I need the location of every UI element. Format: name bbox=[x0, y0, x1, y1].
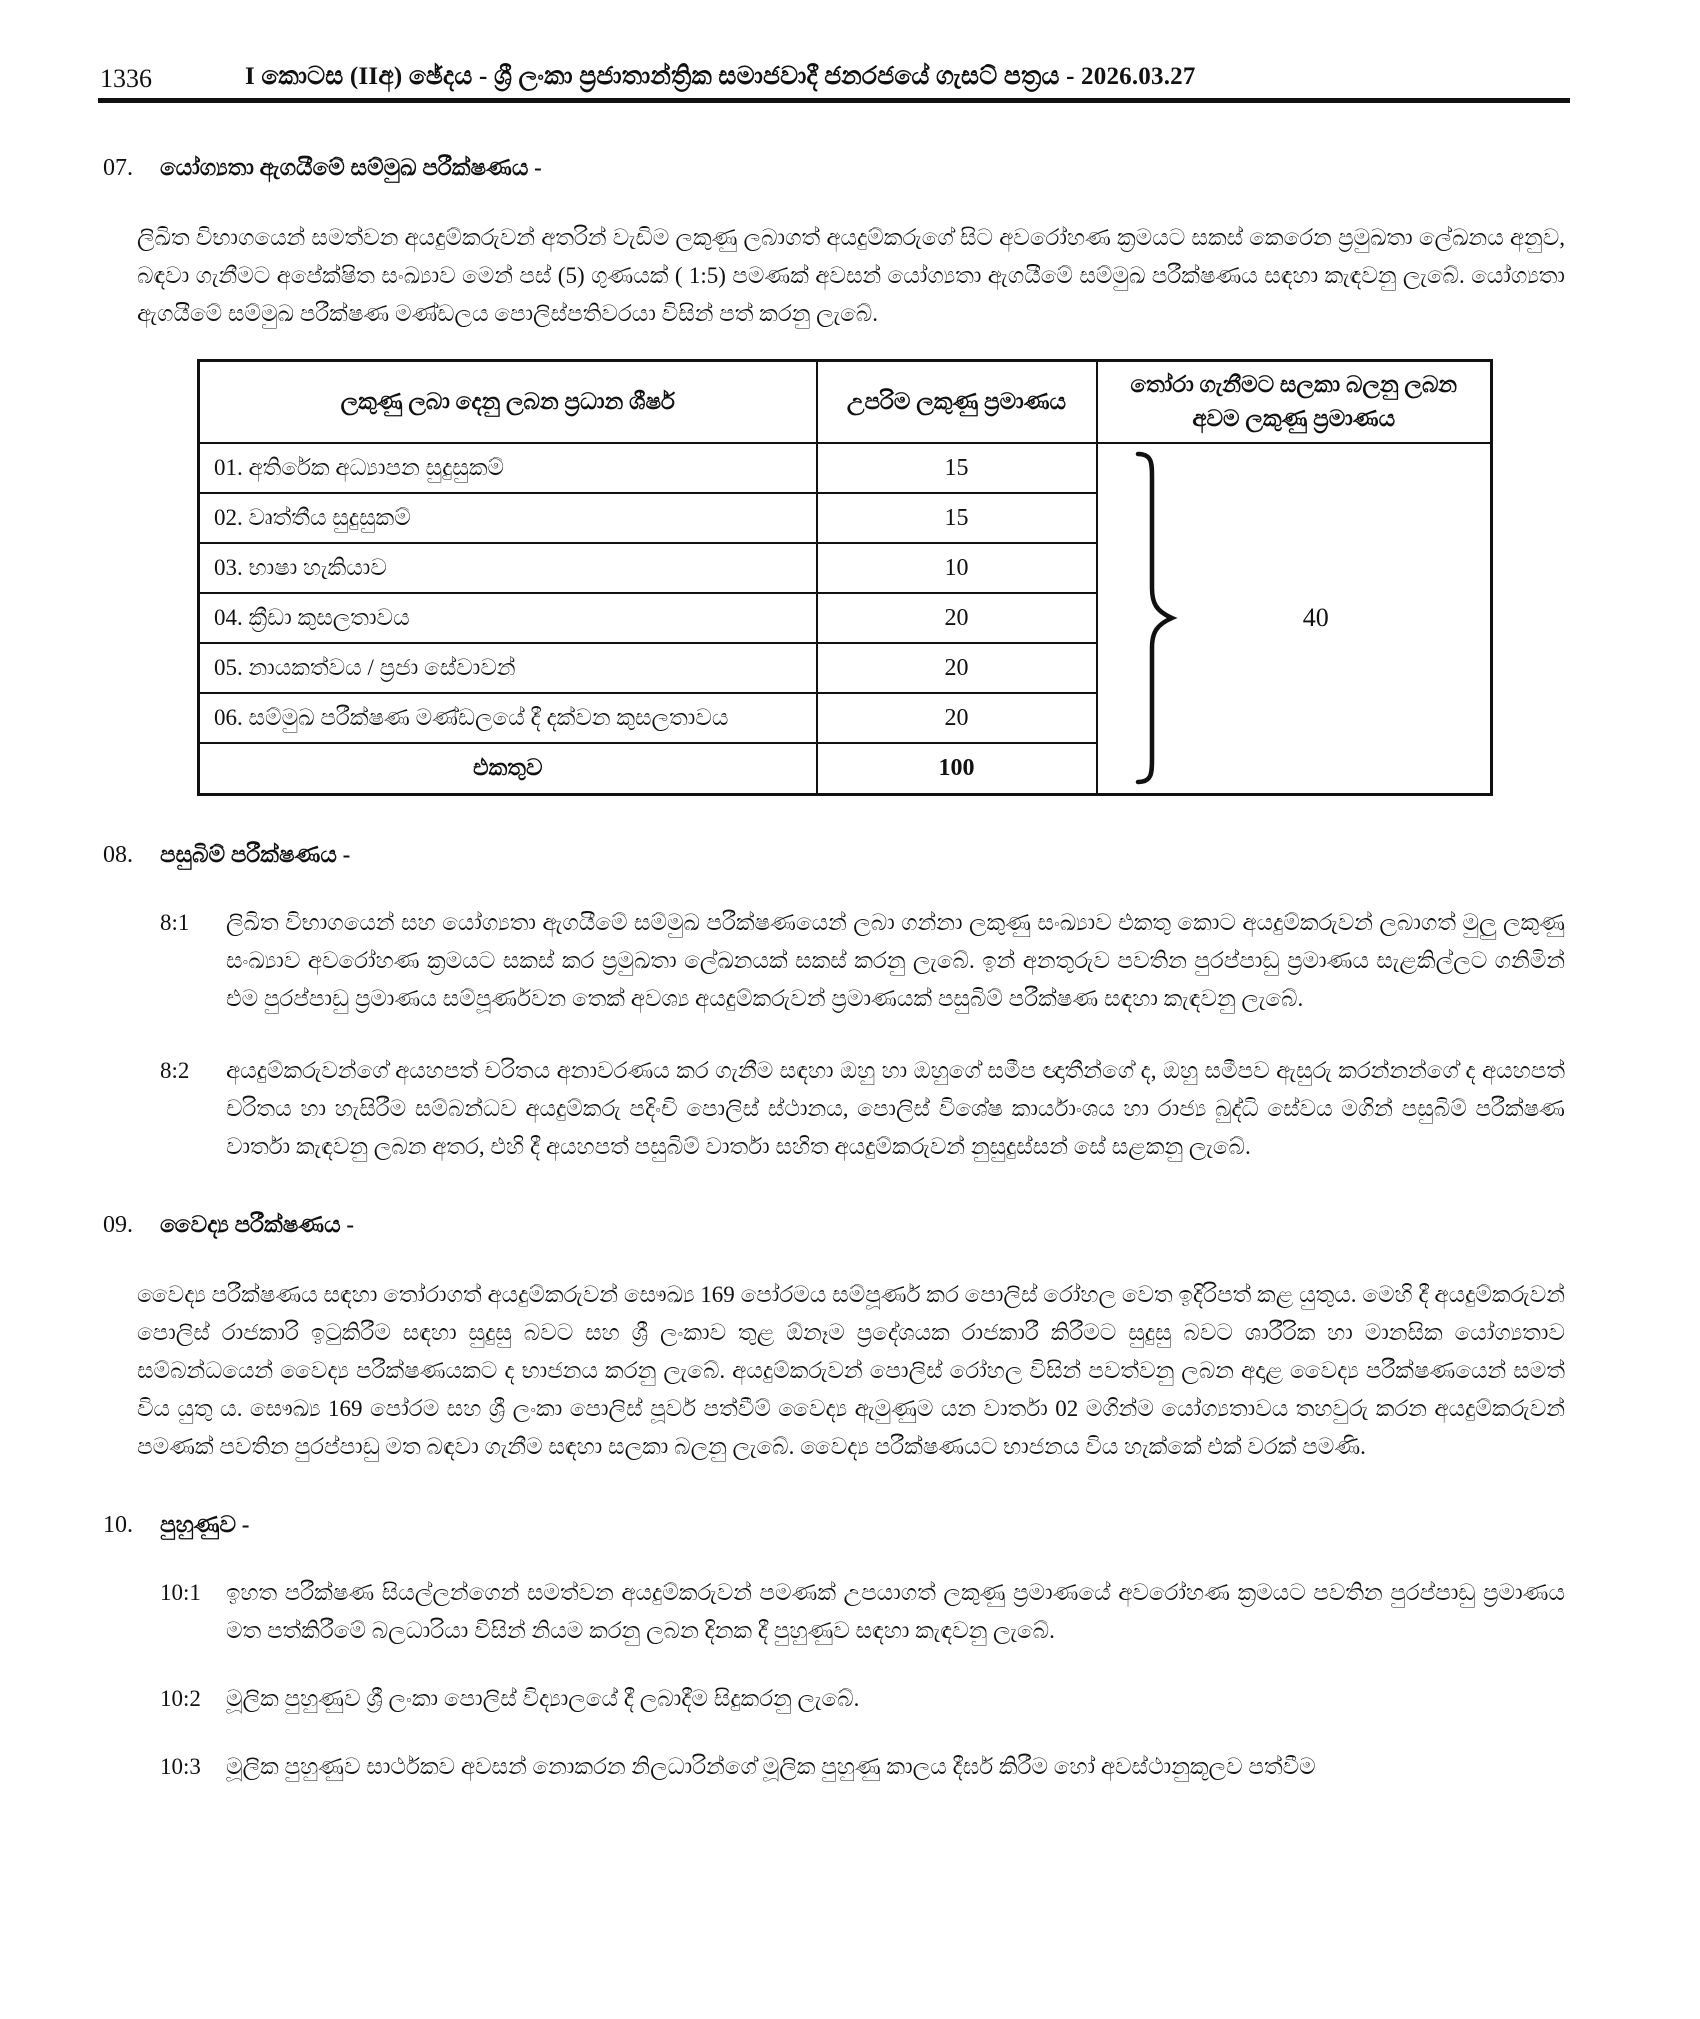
table-header-row bbox=[199, 361, 1492, 443]
marks-table-wrapper bbox=[197, 359, 1700, 796]
sub-item-number: 8:2 bbox=[160, 1058, 190, 1083]
row-label: 05. නායකත්වය / ප්‍රජා සේවාවන් bbox=[199, 643, 817, 693]
sub-item-10-1 bbox=[160, 1574, 1565, 1650]
row-max-marks: 15 bbox=[817, 443, 1097, 493]
col-header-min-marks: තෝරා ගැනීමට සලකා බලනු ලබන අවම ලකුණු ප්‍රමාණය bbox=[1097, 361, 1492, 443]
row-max-marks: 10 bbox=[817, 543, 1097, 593]
gazette-header-title: I කොටස (IIඅ) ඡේදය - ශ්‍රී ලංකා ප්‍රජාතාන්ත්‍රික සමාජවාදී ජනරජයේ ගැසට් පත්‍රය - 2026.03.27 bbox=[245, 63, 1196, 90]
section-09-paragraph: වෛද්‍ය පරීක්ෂණය සඳහා තෝරාගත් අයදුම්කරුවන් සෞඛ්‍ය 169 පෝරමය සම්පූර්ණ කර පොලිස් රෝහල වෙත ඉදිරිපත් කළ යුතුය. මෙහි දී අයදුම්කරුවන් පොලිස් රාජකාරි ඉටුකිරීම සඳහා සුදුසු බවට සහ ශ්‍රී ලංකාව තුළ ඕනෑම ප්‍රදේශයක රාජකාරී කිරීමට සුදුසු බවට ශාරීරික හා මානසික යෝග්‍යතාව සම්බන්ධයෙන් වෛද්‍ය පරීක්ෂණයකට ද භාජනය කරනු ලැබේ. අයදුම්කරුවන් පොලිස් රෝහල විසින් පවත්වනු ලබන අදාළ වෛද්‍ය පරීක්ෂණයෙන් සමත් විය යුතු ය. සෞඛ්‍ය 169 පෝරම සහ ශ්‍රී ලංකා පොලිස් පූර්ව පත්වීම් වෛද්‍ය ඇමුණුම යන වාර්තා 02 මගින්ම යෝග්‍යතාවය තහවුරු කරන අයදුම්කරුවන් පමණක් පවතින පුරප්පාඩු මත බඳවා ගැනීම සඳහා සලකා බලනු ලැබේ. වෛද්‍ය පරීක්ෂණයට භාජනය විය හැක්කේ එක් වරක් පමණි. bbox=[137, 1282, 1565, 1459]
row-label: 04. ක්‍රීඩා කුසලතාවය bbox=[199, 593, 817, 643]
section-07-paragraph: ලිඛිත විභාගයෙන් සමත්වන අයදුම්කරුවන් අතරින් වැඩිම ලකුණු ලබාගත් අයදුම්කරුගේ සිට අවරෝහණ ක්‍රමයට සකස් කෙරෙන ප්‍රමුඛතා ලේඛනය අනුව, බඳවා ගැනීමට අපේක්ෂිත සංඛ්‍යාව මෙන් පස් (5) ගුණයක් ( 1:5) පමණක් අවසන් යෝග්‍යතා ඇගයීමේ සම්මුඛ පරීක්ෂණය සඳහා කැඳවනු ලැබේ. යෝග්‍යතා ඇගයීමේ සම්මුඛ පරීක්ෂණ මණ්ඩලය පොලිස්පතිවරයා විසින් පත් කරනු ලැබේ. bbox=[137, 225, 1565, 326]
section-08-title: පසුබිම් පරීක්ෂණය - bbox=[160, 842, 351, 867]
min-marks-value: 40 bbox=[1302, 603, 1329, 633]
section-08-number: 08. bbox=[103, 842, 133, 868]
sub-item-8-1 bbox=[160, 904, 1565, 1018]
sub-item-number: 10:1 bbox=[160, 1580, 201, 1605]
sub-item-number: 10:2 bbox=[160, 1686, 201, 1711]
section-07-heading bbox=[0, 149, 1700, 187]
section-10-number: 10. bbox=[103, 1512, 133, 1538]
sub-item-number: 10:3 bbox=[160, 1754, 201, 1779]
section-08-heading bbox=[0, 836, 1700, 874]
section-09-title: වෛද්‍ය පරීක්ෂණය - bbox=[160, 1212, 355, 1237]
sub-item-10-2 bbox=[160, 1680, 1565, 1718]
section-07-number: 07. bbox=[103, 155, 133, 181]
row-max-marks: 20 bbox=[817, 643, 1097, 693]
row-label: 06. සම්මුඛ පරීක්ෂණ මණ්ඩලයේ දී දක්වන කුසලතාවය bbox=[199, 693, 817, 743]
total-label: එකතුව bbox=[199, 743, 817, 795]
section-07-title: යෝග්‍යතා ඇගයීමේ සම්මුඛ පරීක්ෂණය - bbox=[160, 155, 542, 180]
sub-item-text: මූලික පුහුණුව සාර්ථකව අවසන් නොකරන නිලධාරින්ගේ මූලික පුහුණු කාලය දීර්ඝ කිරීම හෝ අවස්ථානුකූලව පත්වීම bbox=[226, 1754, 1316, 1779]
section-10-heading bbox=[0, 1506, 1700, 1544]
row-label: 02. වෘත්තීය සුදුසුකම් bbox=[199, 493, 817, 543]
col-header-max-marks: උපරිම ලකුණු ප්‍රමාණය bbox=[817, 361, 1097, 443]
row-max-marks: 15 bbox=[817, 493, 1097, 543]
section-09-number: 09. bbox=[103, 1212, 133, 1238]
curly-brace-graphic bbox=[1120, 448, 1182, 788]
col-header-main-subjects: ලකුණු ලබා දෙනු ලබන ප්‍රධාන ශීර්ෂ bbox=[199, 361, 817, 443]
sub-item-text: අයදුම්කරුවන්ගේ අයහපත් චරිතය අනාවරණය කර ගැනීම සඳහා ඔහු හා ඔහුගේ සමීප ඥාතීන්ගේ ද, ඔහු සමීපව ඇසුරු කරන්නන්ගේ ද අයහපත් චරිතය හා හැසිරීම සම්බන්ධව අයදුම්කරු පදිංචි පොලිස් ස්ථානය, පොලිස් විශේෂ කාර්යාංශය හා රාජ්‍ය බුද්ධි සේවය මගින් පසුබිම් පරීක්ෂණ වාර්තා කැඳවනු ලබන අතර, එහි දී අයහපත් පසුබිම් වාර්තා සහිත අයදුම්කරුවන් නුසුදුස්සන් සේ සළකනු ලැබේ. bbox=[226, 1058, 1565, 1159]
marks-table bbox=[197, 359, 1493, 796]
sub-item-8-2 bbox=[160, 1052, 1565, 1166]
sub-item-text: ඉහත පරීක්ෂණ සියල්ලන්ගෙන් සමත්වන අයදුම්කරුවන් පමණක් උපයාගත් ලකුණු ප්‍රමාණයේ අවරෝහණ ක්‍රමයට පවතින පුරප්පාඩු ප්‍රමාණය මත පත්කිරීමේ බලධාරියා විසින් නියම කරනු ලබන දිනක දී පුහුණුව සඳහා කැඳවනු ලැබේ. bbox=[226, 1580, 1565, 1643]
sub-item-text: මූලික පුහුණුව ශ්‍රී ලංකා පොලිස් විද්‍යාලයේ දී ලබාදීම සිදුකරනු ලැබේ. bbox=[226, 1686, 860, 1711]
row-max-marks: 20 bbox=[817, 693, 1097, 743]
row-max-marks: 20 bbox=[817, 593, 1097, 643]
section-09-heading bbox=[0, 1206, 1700, 1244]
row-label: 03. භාෂා හැකියාව bbox=[199, 543, 817, 593]
row-label: 01. අතිරේක අධ්‍යාපන සුදුසුකම් bbox=[199, 443, 817, 493]
page-header bbox=[0, 0, 1700, 98]
sub-item-text: ලිඛිත විභාගයෙන් සහ යෝග්‍යතා ඇගයීමේ සම්මුඛ පරීක්ෂණයෙන් ලබා ගන්නා ලකුණු සංඛ්‍යාව එකතු කොට අයදුම්කරුවන් ලබාගත් මුලු ලකුණු සංඛ්‍යාව අවරෝහණ ක්‍රමයට සකස් කර ප්‍රමුඛතා ලේඛනයක් සකස් කරනු ලැබේ. ඉන් අනතුරුව පවතින පුරප්පාඩු ප්‍රමාණය සැළකිල්ලට ගනිමින් එම පුරප්පාඩු ප්‍රමාණය සම්පූර්ණවන තෙක් අවශ්‍ය අයදුම්කරුවන් ප්‍රමාණයක් පසුබිම් පරීක්ෂණ සඳහා කැඳවනු ලැබේ. bbox=[226, 910, 1565, 1011]
header-rule bbox=[98, 98, 1570, 103]
table-row bbox=[199, 443, 1492, 493]
sub-item-number: 8:1 bbox=[160, 910, 190, 935]
section-10-title: පුහුණුව - bbox=[160, 1512, 250, 1537]
min-marks-cell bbox=[1097, 443, 1492, 795]
total-value: 100 bbox=[817, 743, 1097, 795]
page-number: 1336 bbox=[100, 64, 152, 93]
sub-item-10-3 bbox=[160, 1748, 1565, 1786]
